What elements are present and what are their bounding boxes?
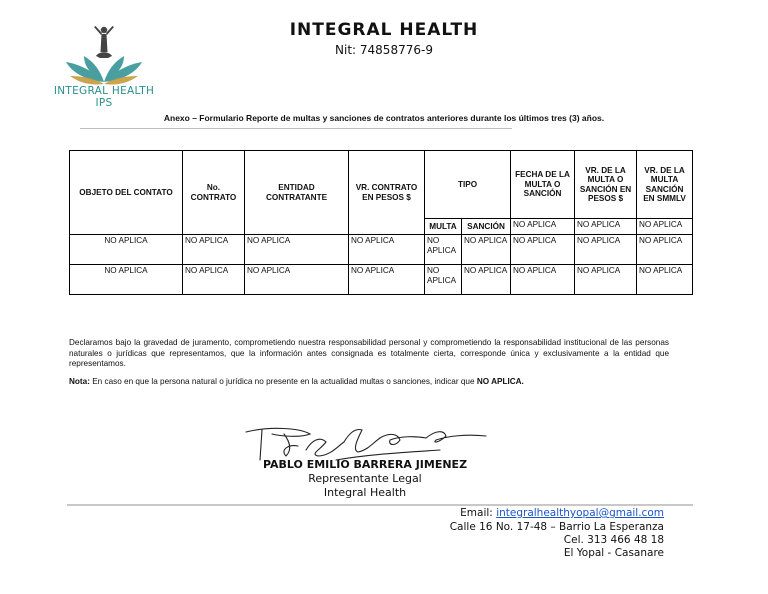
table-cell: NO APLICA [511,235,575,265]
table-cell: NO APLICA [575,219,637,235]
header-vr-multa-smmlv: VR. DE LA MULTA SANCIÓN EN SMMLV [637,151,693,219]
table-cell: NO APLICA [462,235,511,265]
header-objeto: OBJETO DEL CONTATO [70,151,183,235]
signer-role: Representante Legal [308,472,422,485]
table-cell: NO APLICA [425,265,462,295]
table-cell: NO APLICA [349,265,425,295]
table-cell: NO APLICA [183,235,245,265]
form-subtitle: Anexo – Formulario Reporte de multas y sanciones de contratos anteriores durante los últimos tres (3) años. [163,113,605,123]
table-cell: NO APLICA [637,265,693,295]
subtitle-divider [80,128,512,129]
header-fecha: FECHA DE LA MULTA O SANCIÓN [511,151,575,219]
table-cell: NO APLICA [245,235,349,265]
signer-company: Integral Health [323,486,407,499]
footer-divider [67,504,693,506]
header-entidad: ENTIDAD CONTRATANTE [245,151,349,235]
company-nit: Nit: 74858776-9 [335,43,433,57]
declaration-text: Declaramos bajo la gravedad de juramento, comprometiendo nuestra responsabilidad personal y comprometiendo la responsabilidad institucional de las personas naturales o jurídicas que representamos, que la información antes consignada es totalmente cierta, corresponde única y exclusivamente a la entidad que representamos. [69,338,669,369]
table-cell: NO APLICA [575,235,637,265]
table-cell: NO APLICA [462,265,511,295]
contact-phone: Cel. 313 466 48 18 [563,534,664,546]
table-cell: NO APLICA [70,235,183,265]
table-cell: NO APLICA [637,235,693,265]
company-name: INTEGRAL HEALTH [289,20,479,40]
table-cell: NO APLICA [511,265,575,295]
header-tipo: TIPO [425,151,511,219]
header-contrato: No. CONTRATO [183,151,245,235]
email-link[interactable]: integralhealthyopal@gmail.com [496,507,664,519]
table-cell: NO APLICA [349,235,425,265]
table-cell: NO APLICA [183,265,245,295]
table-row [70,235,693,265]
email-label: Email: [460,507,497,519]
note-text: En caso en que la persona natural o jurídica no presente en la actualidad multas o sanciones, indicar que [89,377,477,386]
table-header-row [70,151,693,219]
header-vr-multa-pesos: VR. DE LA MULTA O SANCIÓN EN PESOS $ [575,151,637,219]
table-row [70,265,693,295]
header-multa: MULTA [425,219,462,235]
table-cell: NO APLICA [70,265,183,295]
table-cell: NO APLICA [575,265,637,295]
contact-email [460,507,664,519]
note-emphasis: NO APLICA. [476,377,524,386]
table-cell: NO APLICA [637,219,693,235]
header-vr-contrato: VR. CONTRATO EN PESOS $ [349,151,425,235]
note-label: Nota: [69,377,90,386]
note [69,377,689,386]
header-sancion: SANCIÓN [462,219,511,235]
contact-city: El Yopal - Casanare [563,547,664,559]
table-cell: NO APLICA [511,219,575,235]
table-cell: NO APLICA [425,235,462,265]
contact-address: Calle 16 No. 17-48 – Barrio La Esperanza [449,521,664,533]
signer-name: PABLO EMILIO BARRERA JIMENEZ [262,458,468,471]
logo-text: INTEGRAL HEALTH IPS [53,85,155,109]
table-cell: NO APLICA [245,265,349,295]
sanctions-table [69,150,693,295]
